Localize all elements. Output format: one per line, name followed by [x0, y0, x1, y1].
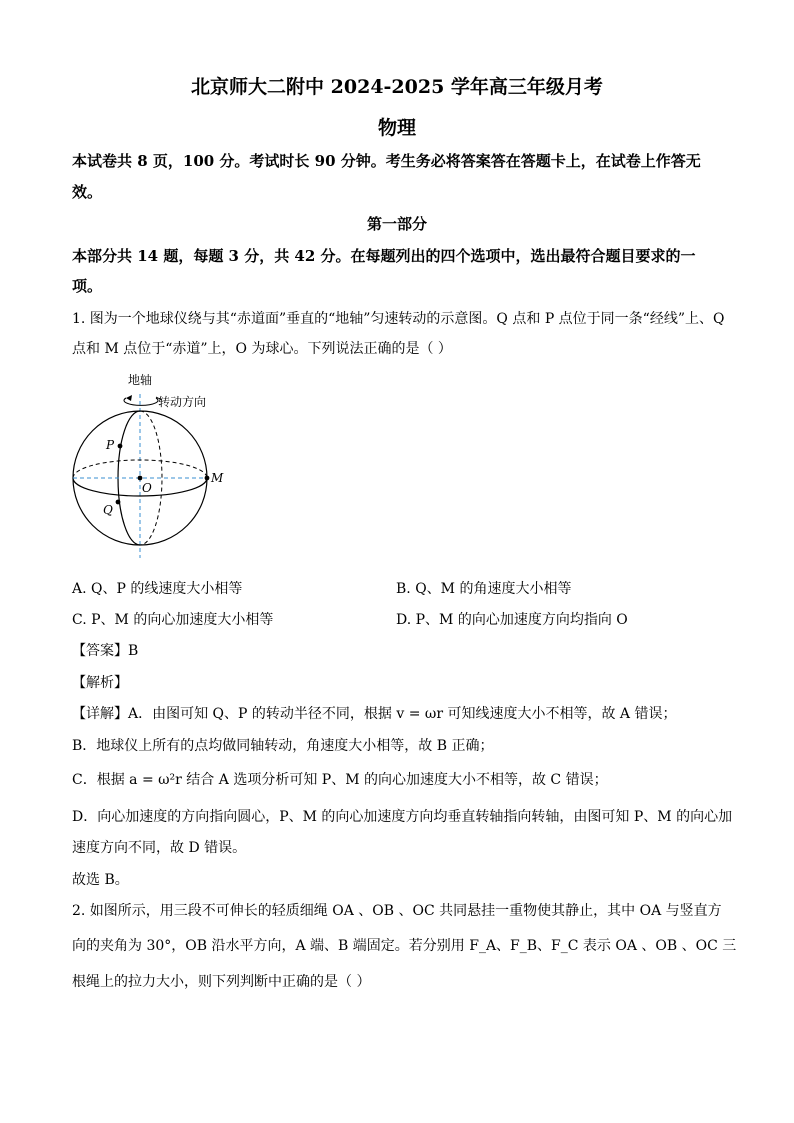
q1-option-d: D. P、M 的向心加速度方向均指向 O	[396, 612, 628, 628]
q2-stem-line-2: 向的夹角为 30°，OB 沿水平方向，A 端、B 端固定。若分别用 F_A、F_B、F_C 表示 OA 、OB 、OC 三	[72, 938, 737, 954]
point-m-label: M	[211, 471, 224, 485]
q1-stem-line-1: 1. 图为一个地球仪绕与其“赤道面”垂直的“地轴”匀速转动的示意图。Q 点和 P 点位于同一条“经线”上、Q	[72, 311, 725, 327]
instructions-line-1: 本试卷共 8 页，100 分。考试时长 90 分钟。考生务必将答案答在答题卡上，在试卷上作答无	[72, 152, 701, 170]
q1-detail-a	[72, 703, 676, 723]
detail-a-text: A．由图可知 Q、P 的转动半径不同，根据 v = ωr 可知线速度大小不相等，故 A 错误；	[128, 706, 677, 722]
q1-globe-figure	[66, 368, 236, 564]
subject-title: 物理	[377, 117, 416, 139]
point-p-label: P	[106, 438, 115, 452]
equator-back	[73, 460, 207, 478]
exam-title: 北京师大二附中 2024-2025 学年高三年级月考	[191, 76, 603, 98]
answer-tag: 【答案】	[72, 643, 128, 659]
q2-stem-line-1: 2. 如图所示，用三段不可伸长的轻质细绳 OA 、OB 、OC 共同悬挂一重物使其静止，其中 OA 与竖直方	[72, 903, 722, 919]
answer-value: B	[128, 643, 139, 659]
point-p-dot	[118, 444, 123, 449]
point-o-label: O	[142, 481, 152, 495]
point-q-label: Q	[103, 503, 113, 517]
q1-detail-c: C．根据 a = ω²r 结合 A 选项分析可知 P、M 的向心加速度大小不相等，故 C 错误；	[72, 772, 608, 788]
point-q-dot	[116, 500, 121, 505]
rotation-arrow-icon	[124, 395, 162, 405]
q1-analysis-tag: 【解析】	[72, 675, 128, 691]
instructions-line-2: 效。	[72, 183, 103, 201]
rotation-label: 转动方向	[158, 395, 207, 409]
q1-stem-line-2: 点和 M 点位于“赤道”上，O 为球心。下列说法正确的是（ ）	[72, 341, 452, 357]
q1-detail-d-line-2: 速度方向不同，故 D 错误。	[72, 840, 247, 856]
axis-label: 地轴	[128, 373, 153, 387]
point-m-dot	[205, 476, 210, 481]
part-desc-line-2: 项。	[72, 277, 103, 295]
q1-conclusion: 故选 B。	[72, 872, 129, 888]
q1-option-b: B. Q、M 的角速度大小相等	[396, 581, 572, 597]
part-heading: 第一部分	[366, 215, 427, 233]
q1-detail-d-line-1: D．向心加速度的方向指向圆心，P、M 的向心加速度方向均垂直转轴指向转轴，由图可知 P、M 的向心加	[72, 809, 733, 825]
q1-detail-b: B．地球仪上所有的点均做同轴转动，角速度大小相等，故 B 正确；	[72, 738, 494, 754]
q1-answer	[72, 640, 138, 660]
detail-tag: 【详解】	[72, 706, 128, 722]
part-desc-line-1: 本部分共 14 题，每题 3 分，共 42 分。在每题列出的四个选项中，选出最符合题目要求的一	[72, 247, 696, 265]
point-o-dot	[138, 476, 143, 481]
q1-option-c: C. P、M 的向心加速度大小相等	[72, 612, 274, 628]
q1-option-a: A. Q、P 的线速度大小相等	[72, 581, 243, 597]
q2-stem-line-3: 根绳上的拉力大小，则下列判断中正确的是（ ）	[72, 974, 371, 990]
